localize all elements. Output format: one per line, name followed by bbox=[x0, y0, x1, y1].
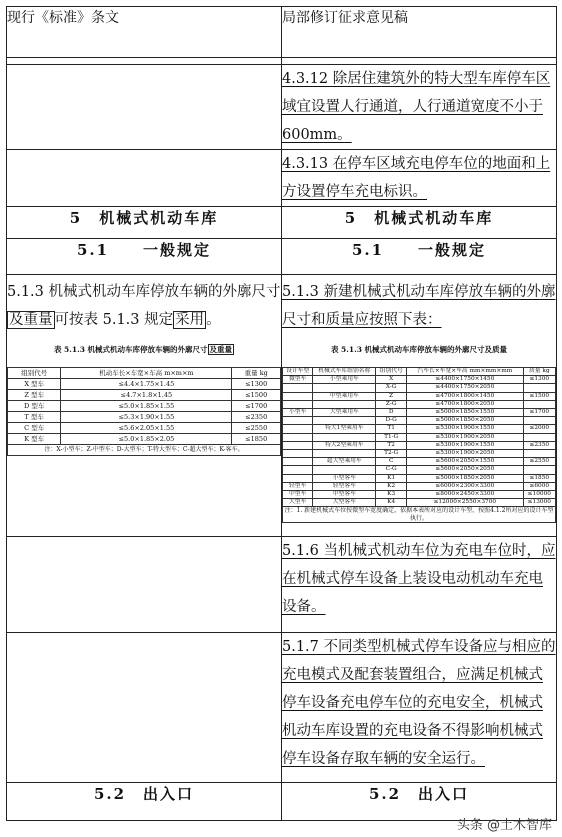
new-table-row bbox=[283, 474, 556, 482]
old-table-cell: ≤5.3×1.90×1.55 bbox=[61, 412, 232, 423]
new-table-cell: ≤5000×1850×2050 bbox=[407, 474, 524, 482]
new-table-cell: 小型乘用车 bbox=[313, 376, 376, 384]
clause-4-3-13: 4.3.13 在停车区域充电停车位的地面和上方设置停车充电标识。 bbox=[282, 156, 551, 200]
new-table-cell bbox=[283, 450, 313, 458]
new-table-cell: ≤5000×1850×2050 bbox=[407, 417, 524, 425]
new-table-cell: ≤10000 bbox=[523, 491, 555, 499]
spacer-row bbox=[7, 58, 557, 65]
section-5-2-left: 5.2 出入口 bbox=[7, 783, 282, 821]
old-table-cell: ≤4.7×1.8×1.45 bbox=[61, 390, 232, 401]
header-left: 现行《标准》条文 bbox=[7, 7, 282, 58]
new-table-row bbox=[283, 384, 556, 392]
new-table-cell: T2 bbox=[376, 441, 407, 449]
old-table-cell: D 型车 bbox=[8, 401, 61, 412]
document-page bbox=[6, 6, 556, 834]
new-table-row bbox=[283, 392, 556, 400]
new-table-cell: 小型车 bbox=[283, 409, 313, 417]
clause-5-1-6: 5.1.6 当机械式机动车位为充电车位时，应在机械式停车设备上装设电动机动车充电设备。 bbox=[282, 543, 556, 615]
new-table-cell bbox=[283, 466, 313, 474]
new-table-cell: ≤1700 bbox=[523, 409, 555, 417]
new-table-row bbox=[283, 491, 556, 499]
new-table-cell: ≤13000 bbox=[523, 499, 555, 507]
new-table-cell: 中型客车 bbox=[313, 491, 376, 499]
new-table-cell bbox=[313, 433, 376, 441]
new-table-cell: K4 bbox=[376, 499, 407, 507]
new-table-cell: D bbox=[376, 409, 407, 417]
old-table-cell: T 型车 bbox=[8, 412, 61, 423]
new-table-cell: ≤2550 bbox=[523, 458, 555, 466]
row-4-3-13 bbox=[7, 150, 557, 207]
watermark: 头条 @土木智库 bbox=[456, 818, 552, 833]
new-table-cell: 大型车 bbox=[283, 499, 313, 507]
new-table-cell bbox=[313, 384, 376, 392]
old-table-cell: ≤2550 bbox=[232, 423, 281, 434]
new-table-cell: ≤4700×1800×1450 bbox=[407, 392, 524, 400]
new-table-cell: ≤1850 bbox=[523, 474, 555, 482]
new-table-cell: ≤4700×1800×2050 bbox=[407, 400, 524, 408]
new-table-cell: ≤1500 bbox=[523, 392, 555, 400]
old-header-cell: 机动车长×车宽×车高 m×m×m bbox=[61, 368, 232, 379]
new-table-cell bbox=[283, 458, 313, 466]
new-table-cell: 轻型客车 bbox=[313, 482, 376, 490]
new-table-cell: K1 bbox=[376, 474, 407, 482]
new-header-cell: 设计车型 bbox=[283, 368, 313, 376]
new-table-cell bbox=[313, 417, 376, 425]
section-5-row bbox=[7, 207, 557, 239]
old-header-cell: 重量 kg bbox=[232, 368, 281, 379]
new-table-cell: C bbox=[376, 458, 407, 466]
new-table-cell: Z-G bbox=[376, 400, 407, 408]
new-table-row bbox=[283, 425, 556, 433]
new-table-cell: T1-G bbox=[376, 433, 407, 441]
new-table-row bbox=[283, 376, 556, 384]
old-table-row bbox=[8, 412, 281, 423]
new-table-cell: ≤5300×1900×2050 bbox=[407, 450, 524, 458]
old-table-cell: ≤5.0×1.85×1.55 bbox=[61, 401, 232, 412]
new-table-row bbox=[283, 466, 556, 474]
old-table-row bbox=[8, 379, 281, 390]
new-header-cell: 汽车长×车宽×车高 mm×mm×mm bbox=[407, 368, 524, 376]
header-row bbox=[7, 7, 557, 58]
new-table-caption: 表 5.1.3 机械式机动车库停放车辆的外廓尺寸及质量 bbox=[330, 345, 508, 354]
old-table-row bbox=[8, 390, 281, 401]
new-table-cell bbox=[283, 400, 313, 408]
new-header-cell: 质量 kg bbox=[523, 368, 555, 376]
old-table-cell: ≤2350 bbox=[232, 412, 281, 423]
new-table-cell bbox=[313, 466, 376, 474]
new-table-cell: K3 bbox=[376, 491, 407, 499]
new-table-cell: X bbox=[376, 376, 407, 384]
new-table-cell: 超大型乘用车 bbox=[313, 458, 376, 466]
new-table-cell: ≤5300×1900×2050 bbox=[407, 433, 524, 441]
old-table-cell: Z 型车 bbox=[8, 390, 61, 401]
row-5-1-6 bbox=[7, 537, 557, 633]
new-table-cell: T2-G bbox=[376, 450, 407, 458]
new-table-cell bbox=[523, 400, 555, 408]
header-right: 局部修订征求意见稿 bbox=[282, 7, 557, 58]
new-table-cell bbox=[283, 441, 313, 449]
new-table-cell bbox=[523, 433, 555, 441]
new-table-note: 注：1. 新建机械式车位按微型车宽度确定，依据本表所对应的设计车型，按照4.1.2所对应的设计车型执行。 bbox=[283, 507, 556, 522]
new-table-cell: 轻型车 bbox=[283, 482, 313, 490]
clause-4-3-12: 4.3.12 除居住建筑外的特大型车库停车区域宜设置人行通道，人行通道宽度不小于600mm。 bbox=[282, 71, 551, 143]
new-table-cell: 小型客车 bbox=[313, 474, 376, 482]
new-table-cell bbox=[523, 450, 555, 458]
new-table-row bbox=[283, 441, 556, 449]
new-table-cell: T1 bbox=[376, 425, 407, 433]
new-table-cell bbox=[283, 433, 313, 441]
new-table-cell: 特大1型乘用车 bbox=[313, 425, 376, 433]
new-table-cell: ≤12000×2550×3700 bbox=[407, 499, 524, 507]
old-table-cell: ≤1500 bbox=[232, 390, 281, 401]
row-4-3-12 bbox=[7, 65, 557, 150]
new-table-cell: C-G bbox=[376, 466, 407, 474]
old-table-cell: ≤4.4×1.75×1.45 bbox=[61, 379, 232, 390]
new-table-cell: 大型客车 bbox=[313, 499, 376, 507]
new-table-cell: ≤4400×1750×1450 bbox=[407, 376, 524, 384]
section-5-left: 5 机械式机动车库 bbox=[7, 207, 282, 239]
new-table-cell: ≤2000 bbox=[523, 425, 555, 433]
new-table-cell: ≤1300 bbox=[523, 376, 555, 384]
old-table-row bbox=[8, 434, 281, 445]
old-table-cell: X 型车 bbox=[8, 379, 61, 390]
new-table-cell: ≤6000 bbox=[523, 482, 555, 490]
new-table-cell bbox=[283, 425, 313, 433]
new-table-cell: ≤5300×1900×1550 bbox=[407, 425, 524, 433]
clause-5-1-7: 5.1.7 不同类型机械式停车设备应与相应的充电模式及配套装置组合，应满足机械式停车设备充电停车位的充电安全，机械式机动车库设置的充电设备不得影响机械式停车设备存取车辆的安全运行。 bbox=[282, 639, 556, 767]
section-5-right: 5 机械式机动车库 bbox=[282, 207, 557, 239]
comparison-table bbox=[6, 6, 557, 821]
new-vehicle-table bbox=[282, 367, 556, 523]
old-table-caption: 表 5.1.3 机械式机动车库停放车辆的外廓尺寸 及重量 bbox=[53, 345, 233, 354]
new-table-cell: ≤4400×1750×2050 bbox=[407, 384, 524, 392]
new-table-cell bbox=[283, 384, 313, 392]
new-table-row bbox=[283, 458, 556, 466]
new-table-cell: 中型车 bbox=[283, 491, 313, 499]
new-table-cell: ≤8000×2450×3300 bbox=[407, 491, 524, 499]
new-table-cell: K2 bbox=[376, 482, 407, 490]
new-table-cell: 微型车 bbox=[283, 376, 313, 384]
section-5-1-left: 5.1 一般规定 bbox=[7, 239, 282, 275]
old-table-row bbox=[8, 401, 281, 412]
new-table-cell bbox=[523, 384, 555, 392]
old-table-cell: ≤1850 bbox=[232, 434, 281, 445]
old-header-cell: 组别代号 bbox=[8, 368, 61, 379]
new-table-row bbox=[283, 409, 556, 417]
new-table-cell bbox=[523, 466, 555, 474]
new-table-row bbox=[283, 499, 556, 507]
new-header-cell: 机械式车库组别名称 bbox=[313, 368, 376, 376]
new-table-row bbox=[283, 450, 556, 458]
new-table-cell bbox=[313, 450, 376, 458]
old-table-row bbox=[8, 423, 281, 434]
section-5-1-right: 5.1 一般规定 bbox=[282, 239, 557, 275]
row-5-1-7 bbox=[7, 633, 557, 783]
new-table-cell: X-G bbox=[376, 384, 407, 392]
old-table-cell: ≤1300 bbox=[232, 379, 281, 390]
old-vehicle-table bbox=[7, 367, 281, 456]
new-table-cell: ≤5000×1850×1550 bbox=[407, 409, 524, 417]
new-table-row bbox=[283, 482, 556, 490]
new-table-row bbox=[283, 417, 556, 425]
old-table-note: 注：X-小型车；Z-中型车；D-大型车；T-特大型车；C-超大型车；K-客车。 bbox=[8, 445, 281, 456]
new-table-cell bbox=[283, 474, 313, 482]
new-table-cell: 大型乘用车 bbox=[313, 409, 376, 417]
old-table-cell: ≤1700 bbox=[232, 401, 281, 412]
new-table-cell bbox=[523, 417, 555, 425]
old-table-cell: K 型车 bbox=[8, 434, 61, 445]
new-table-cell bbox=[283, 417, 313, 425]
section-5-1-row bbox=[7, 239, 557, 275]
new-table-cell: Z bbox=[376, 392, 407, 400]
row-5-1-3 bbox=[7, 275, 557, 537]
new-table-cell: ≤2350 bbox=[523, 441, 555, 449]
new-header-cell: 组别代号 bbox=[376, 368, 407, 376]
clause-5-1-3-old: 5.1.3 机械式机动车库停放车辆的外廓尺寸及重量 可按表 5.1.3 规定 采用 。 bbox=[7, 284, 281, 328]
section-5-2-right: 5.2 出入口 bbox=[282, 783, 557, 821]
new-table-cell: ≤6000×2300×3300 bbox=[407, 482, 524, 490]
new-table-cell bbox=[283, 392, 313, 400]
new-table-row bbox=[283, 433, 556, 441]
old-table-cell: ≤5.0×1.85×2.05 bbox=[61, 434, 232, 445]
new-table-cell: D-G bbox=[376, 417, 407, 425]
new-table-cell: 特大2型乘用车 bbox=[313, 441, 376, 449]
new-table-row bbox=[283, 400, 556, 408]
new-table-cell bbox=[313, 400, 376, 408]
new-table-cell: ≤5600×2050×2050 bbox=[407, 466, 524, 474]
old-table-cell: ≤5.6×2.05×1.55 bbox=[61, 423, 232, 434]
new-table-cell: ≤5300×1900×1550 bbox=[407, 441, 524, 449]
new-table-cell: ≤5600×2050×1550 bbox=[407, 458, 524, 466]
new-table-cell: 中型乘用车 bbox=[313, 392, 376, 400]
clause-5-1-3-new: 5.1.3 新建机械式机动车库停放车辆的外廓尺寸和质量应按照下表： bbox=[282, 284, 556, 328]
old-table-cell: C 型车 bbox=[8, 423, 61, 434]
